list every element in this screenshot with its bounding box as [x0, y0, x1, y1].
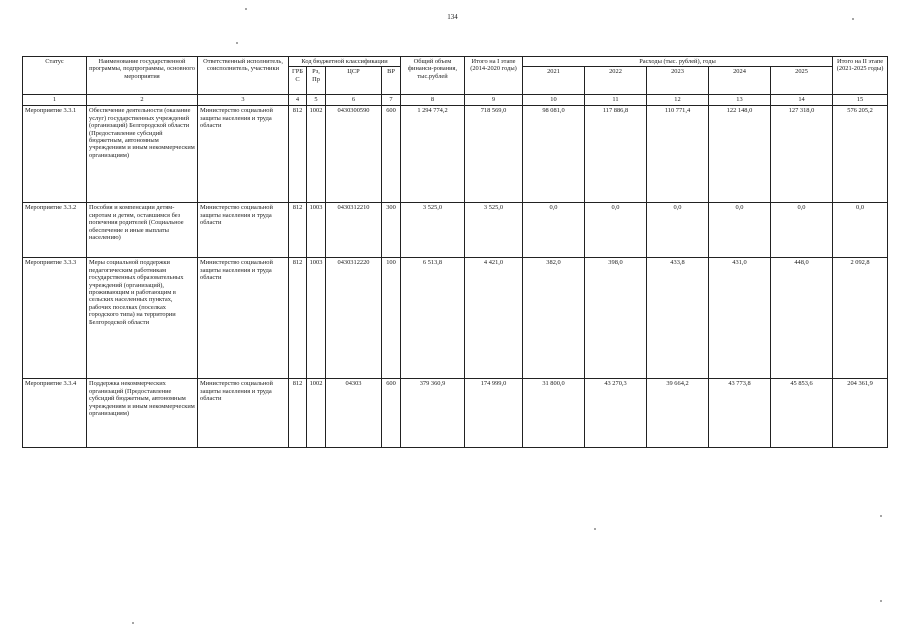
row-responsible: Министерство социальной защиты населения и труда области [198, 106, 289, 203]
row-2024: 0,0 [709, 203, 771, 258]
column-number: 3 [198, 95, 289, 106]
row-name: Меры социальной поддержки педагогическим работникам государственных образовательных учреждений (организаций), проживающим и работающим в сельских населенных пунктах, рабочих поселках (поселках городского типа) на территории Белгородской области [87, 258, 198, 379]
row-stage1: 174 999,0 [465, 379, 523, 448]
row-stage1: 3 525,0 [465, 203, 523, 258]
scan-speck [132, 622, 134, 624]
row-2023: 433,8 [647, 258, 709, 379]
row-stage1: 718 569,0 [465, 106, 523, 203]
row-2021: 98 081,0 [523, 106, 585, 203]
row-responsible: Министерство социальной защиты населения и труда области [198, 203, 289, 258]
column-number: 9 [465, 95, 523, 106]
row-grbs: 812 [289, 203, 307, 258]
header-csr: ЦСР [326, 67, 382, 95]
row-status: Мероприятие 3.3.2 [23, 203, 87, 258]
row-status: Мероприятие 3.3.1 [23, 106, 87, 203]
row-2022: 43 270,3 [585, 379, 647, 448]
scan-speck [236, 42, 238, 44]
row-2025: 127 318,0 [771, 106, 833, 203]
table-row [23, 258, 888, 379]
row-csr: 0430312220 [326, 258, 382, 379]
column-number: 8 [401, 95, 465, 106]
row-2022: 0,0 [585, 203, 647, 258]
page-number: 134 [447, 13, 458, 21]
row-2021: 382,0 [523, 258, 585, 379]
row-grbs: 812 [289, 379, 307, 448]
row-vr: 300 [382, 203, 401, 258]
row-stage2: 204 361,9 [833, 379, 888, 448]
scan-speck [852, 18, 854, 20]
header-expenses: Расходы (тыс. рублей), годы [523, 57, 833, 67]
row-total: 6 513,8 [401, 258, 465, 379]
row-total: 379 360,9 [401, 379, 465, 448]
row-csr: 0430312210 [326, 203, 382, 258]
column-number: 4 [289, 95, 307, 106]
row-name: Обеспечение деятельности (оказание услуг) государственных учреждений (организаций) Белгородской области (Предоставление субсидий бюджетным, автономным учреждениям и иным некоммерческим организациям) [87, 106, 198, 203]
row-stage1: 4 421,0 [465, 258, 523, 379]
header-vr: ВР [382, 67, 401, 95]
row-name: Поддержка некоммерческих организаций (Предоставление субсидий бюджетным, автономным учреждениям и иным некоммерческим организациям) [87, 379, 198, 448]
row-vr: 600 [382, 106, 401, 203]
row-name: Пособия и компенсации детям-сиротам и детям, оставшимся без попечения родителей (Социальное обеспечение и иные выплаты населению) [87, 203, 198, 258]
header-grbs: ГРБ С [289, 67, 307, 95]
column-number: 14 [771, 95, 833, 106]
row-stage2: 0,0 [833, 203, 888, 258]
header-stage1: Итого на I этапе (2014-2020 годы) [465, 57, 523, 95]
row-2024: 431,0 [709, 258, 771, 379]
row-total: 3 525,0 [401, 203, 465, 258]
row-2023: 110 771,4 [647, 106, 709, 203]
header-year-2021: 2021 [523, 67, 585, 95]
row-responsible: Министерство социальной защиты населения и труда области [198, 379, 289, 448]
header-row [23, 57, 888, 67]
header-budget-code: Код бюджетной классификации [289, 57, 401, 67]
row-grbs: 812 [289, 106, 307, 203]
column-number: 11 [585, 95, 647, 106]
column-number: 12 [647, 95, 709, 106]
header-status: Статус [23, 57, 87, 95]
column-number-row [23, 95, 888, 106]
column-number: 7 [382, 95, 401, 106]
column-number: 15 [833, 95, 888, 106]
header-name: Наименование государственной программы, подпрограммы, основного мероприятия [87, 57, 198, 95]
scan-speck [880, 600, 882, 602]
column-number: 6 [326, 95, 382, 106]
column-number: 13 [709, 95, 771, 106]
row-responsible: Министерство социальной защиты населения и труда области [198, 258, 289, 379]
header-year-2022: 2022 [585, 67, 647, 95]
header-year-2023: 2023 [647, 67, 709, 95]
row-rzpr: 1002 [307, 379, 326, 448]
row-csr: 04303 [326, 379, 382, 448]
table-row [23, 203, 888, 258]
row-2023: 0,0 [647, 203, 709, 258]
header-total-volume: Общий объем финанси-рования, тыс.рублей [401, 57, 465, 95]
row-2022: 398,0 [585, 258, 647, 379]
row-2025: 0,0 [771, 203, 833, 258]
scan-speck [880, 515, 882, 517]
table-row [23, 379, 888, 448]
row-2022: 117 886,8 [585, 106, 647, 203]
column-number: 10 [523, 95, 585, 106]
row-2023: 39 664,2 [647, 379, 709, 448]
column-number: 5 [307, 95, 326, 106]
header-responsible: Ответственный исполнитель, соисполнитель, участники [198, 57, 289, 95]
header-rzpr: Рз, Пр [307, 67, 326, 95]
row-stage2: 576 205,2 [833, 106, 888, 203]
scan-speck [245, 8, 247, 10]
row-rzpr: 1003 [307, 203, 326, 258]
column-number: 2 [87, 95, 198, 106]
row-2024: 43 773,8 [709, 379, 771, 448]
row-rzpr: 1003 [307, 258, 326, 379]
row-2025: 45 853,6 [771, 379, 833, 448]
header-stage2: Итого на II этапе (2021-2025 годы) [833, 57, 888, 95]
row-2021: 31 800,0 [523, 379, 585, 448]
budget-table [22, 56, 888, 448]
row-vr: 600 [382, 379, 401, 448]
header-year-2024: 2024 [709, 67, 771, 95]
row-csr: 0430300590 [326, 106, 382, 203]
row-2025: 448,0 [771, 258, 833, 379]
row-stage2: 2 092,8 [833, 258, 888, 379]
row-grbs: 812 [289, 258, 307, 379]
row-2021: 0,0 [523, 203, 585, 258]
row-rzpr: 1002 [307, 106, 326, 203]
row-vr: 100 [382, 258, 401, 379]
table-row [23, 106, 888, 203]
row-total: 1 294 774,2 [401, 106, 465, 203]
scan-speck [594, 528, 596, 530]
column-number: 1 [23, 95, 87, 106]
header-year-2025: 2025 [771, 67, 833, 95]
row-status: Мероприятие 3.3.3 [23, 258, 87, 379]
row-status: Мероприятие 3.3.4 [23, 379, 87, 448]
row-2024: 122 148,0 [709, 106, 771, 203]
